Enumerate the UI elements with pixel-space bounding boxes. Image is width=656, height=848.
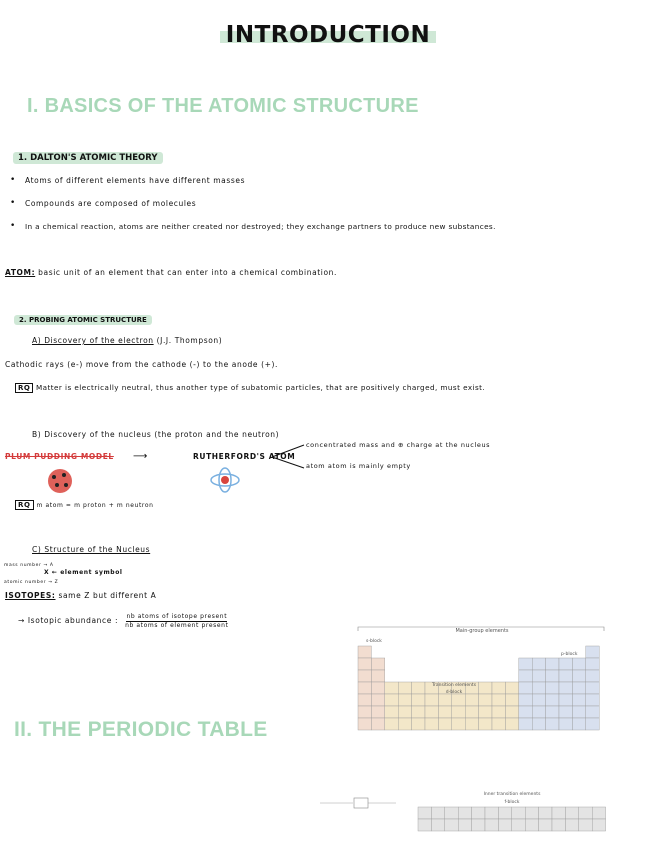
isotopic-abundance (18, 613, 229, 629)
periodic-table-cell (492, 682, 505, 694)
section-1-heading: I. BASICS OF THE ATOMIC STRUCTURE (27, 95, 419, 117)
periodic-table-cell (385, 718, 398, 730)
periodic-table-cell (519, 670, 532, 682)
periodic-table-cell (512, 807, 525, 819)
periodic-table-cell (371, 682, 384, 694)
periodic-table-cell (559, 706, 572, 718)
plum-pudding-label: PLUM PUDDING MODEL (5, 452, 114, 461)
periodic-table-cell (492, 706, 505, 718)
periodic-table-cell (546, 694, 559, 706)
periodic-table-cell (358, 718, 371, 730)
periodic-table-cell (358, 670, 371, 682)
periodic-table-cell (519, 658, 532, 670)
periodic-table-grid (358, 646, 606, 831)
periodic-table-cell (586, 670, 599, 682)
periodic-table-cell (445, 819, 458, 831)
transition-label: Transition elements (431, 683, 477, 688)
nucleus-heading: B) Discovery of the nucleus (the proton and the neutron) (32, 430, 280, 439)
periodic-table-cell (431, 807, 444, 819)
periodic-table-cell (452, 718, 465, 730)
periodic-table-cell (479, 682, 492, 694)
element-symbol-label: X ← element symbol (44, 569, 123, 576)
abundance-numerator: nb atoms of isotope present (126, 613, 228, 620)
periodic-table-cell (565, 807, 578, 819)
periodic-table-cell (546, 718, 559, 730)
periodic-table-cell (385, 682, 398, 694)
periodic-table-cell (465, 718, 478, 730)
periodic-table-cell (358, 646, 371, 658)
dalton-bullet-3: • In a chemical reaction, atoms are neither created nor destroyed; they exchange partners to produce new substances. (25, 222, 496, 231)
periodic-table-cell (358, 694, 371, 706)
periodic-table-cell (371, 670, 384, 682)
periodic-table-cell (438, 694, 451, 706)
plum-pudding-icon (42, 466, 78, 496)
dalton-bullet-2: • Compounds are composed of molecules (25, 199, 196, 208)
isotopes-text: same Z but different A (58, 591, 157, 600)
electron-heading: A) Discovery of the electron (32, 336, 154, 345)
periodic-table-cell (519, 706, 532, 718)
rq-badge: RQ (15, 383, 33, 393)
periodic-table-cell (559, 694, 572, 706)
periodic-table-cell (532, 706, 545, 718)
periodic-table-cell (519, 694, 532, 706)
periodic-table-cell (572, 670, 585, 682)
rutherford-branch-1: concentrated mass and ⊕ charge at the nucleus (306, 441, 491, 449)
abundance-denominator: nb atoms of element present (125, 622, 229, 629)
periodic-table-cell (532, 718, 545, 730)
remark-2 (15, 500, 154, 509)
periodic-table-cell (398, 682, 411, 694)
periodic-table-cell (431, 819, 444, 831)
periodic-table-cell (586, 718, 599, 730)
periodic-table-cell (412, 718, 425, 730)
periodic-table-cell (572, 706, 585, 718)
periodic-table-cell (546, 670, 559, 682)
periodic-table-cell (358, 658, 371, 670)
periodic-table-cell (559, 658, 572, 670)
remark-1 (15, 383, 485, 392)
periodic-table-cell (485, 807, 498, 819)
periodic-table-cell (445, 807, 458, 819)
periodic-table-cell (465, 694, 478, 706)
periodic-table-cell (572, 718, 585, 730)
periodic-table-cell (472, 807, 485, 819)
periodic-table-cell (438, 718, 451, 730)
periodic-table-cell (412, 706, 425, 718)
dalton-heading: 1. DALTON'S ATOMIC THEORY (13, 152, 163, 164)
rutherford-label: RUTHERFORD'S ATOM (193, 452, 296, 461)
periodic-table-cell (452, 694, 465, 706)
periodic-table-cell (572, 658, 585, 670)
periodic-table-cell (385, 694, 398, 706)
dalton-bullet-1: • Atoms of different elements have different masses (25, 176, 245, 185)
periodic-table-cell (532, 682, 545, 694)
periodic-table-cell (398, 706, 411, 718)
periodic-table-cell (586, 658, 599, 670)
periodic-table-cell (371, 694, 384, 706)
periodic-table-cell (492, 694, 505, 706)
periodic-table-cell (425, 706, 438, 718)
periodic-table-cell (546, 658, 559, 670)
title-text: INTRODUCTION (220, 22, 436, 48)
periodic-table-cell (586, 694, 599, 706)
periodic-table-cell (525, 807, 538, 819)
rq-badge-2: RQ (15, 500, 34, 510)
periodic-table-cell (572, 694, 585, 706)
isotopes-term: ISOTOPES: (5, 591, 56, 600)
rutherford-atom-icon (207, 466, 243, 494)
periodic-table-cell (505, 694, 518, 706)
main-group-label: Main-group elements (455, 628, 509, 634)
periodic-table-cell (552, 819, 565, 831)
cathodic-rays-text: Cathodic rays (e-) move from the cathode (-) to the anode (+). (5, 360, 279, 369)
periodic-table-cell (412, 682, 425, 694)
periodic-table-cell (505, 718, 518, 730)
periodic-table-cell (398, 694, 411, 706)
periodic-table-cell (559, 718, 572, 730)
periodic-table-cell (559, 670, 572, 682)
s-block-label: s-block (366, 639, 382, 644)
periodic-table-cell (358, 682, 371, 694)
mass-number-label: mass number → A (4, 563, 54, 568)
periodic-table-cell (552, 807, 565, 819)
periodic-table-cell (539, 819, 552, 831)
periodic-table-cell (505, 682, 518, 694)
periodic-table-cell (371, 658, 384, 670)
electron-credit: (J.J. Thompson) (156, 336, 223, 345)
periodic-table-cell (592, 819, 605, 831)
periodic-table-cell (559, 682, 572, 694)
periodic-table-cell (492, 718, 505, 730)
periodic-table-cell (425, 694, 438, 706)
periodic-table-cell (519, 718, 532, 730)
periodic-table-cell (398, 718, 411, 730)
p-block-label: p-block (561, 652, 578, 657)
periodic-table-cell (592, 807, 605, 819)
periodic-table-cell (479, 718, 492, 730)
periodic-table-cell (452, 706, 465, 718)
periodic-table-cell (519, 682, 532, 694)
periodic-table-cell (458, 819, 471, 831)
page-title (0, 22, 656, 48)
remark-1-text: Matter is electrically neutral, thus another type of subatomic particles, that are positively charged, must exist. (36, 383, 486, 392)
branch-brace-icon (270, 440, 310, 474)
periodic-table-cell (371, 718, 384, 730)
periodic-table-cell (458, 807, 471, 819)
periodic-table-cell (512, 819, 525, 831)
periodic-table-cell (425, 718, 438, 730)
f-block-label: f-block (504, 800, 520, 805)
inner-transition-label: Inner transition elements (483, 792, 541, 797)
periodic-table-cell (579, 807, 592, 819)
periodic-table-cell (565, 819, 578, 831)
periodic-table-cell (371, 706, 384, 718)
periodic-table-cell (479, 706, 492, 718)
periodic-table-cell (358, 706, 371, 718)
atom-definition (5, 268, 337, 277)
periodic-table-cell (546, 706, 559, 718)
probing-heading: 2. PROBING ATOMIC STRUCTURE (14, 315, 152, 325)
periodic-table-cell (385, 706, 398, 718)
atomic-number-label: atomic number → Z (4, 580, 59, 585)
periodic-table-cell (546, 682, 559, 694)
periodic-table-cell (418, 819, 431, 831)
periodic-table-cell (579, 819, 592, 831)
periodic-table-cell (412, 694, 425, 706)
periodic-table-cell (472, 819, 485, 831)
periodic-table-cell (572, 682, 585, 694)
periodic-table-cell (479, 694, 492, 706)
periodic-table-cell (438, 706, 451, 718)
periodic-table-figure (306, 622, 656, 848)
periodic-table-cell (485, 819, 498, 831)
periodic-table-cell (539, 807, 552, 819)
periodic-table-cell (532, 694, 545, 706)
periodic-table-cell (498, 807, 511, 819)
periodic-table-cell (586, 706, 599, 718)
isotopes-definition (5, 591, 156, 600)
atom-term: ATOM: (5, 268, 36, 277)
mass-equation: m atom = m proton + m neutron (36, 502, 154, 509)
electron-discovery (32, 336, 222, 345)
periodic-table-cell (418, 807, 431, 819)
periodic-table-cell (532, 658, 545, 670)
arrow-icon: ⟶ (133, 451, 148, 462)
periodic-table-cell (525, 819, 538, 831)
atom-definition-text: basic unit of an element that can enter into a chemical combination. (38, 268, 338, 277)
periodic-table-cell (505, 706, 518, 718)
section-2-heading: II. THE PERIODIC TABLE (14, 718, 268, 741)
periodic-table-cell (532, 670, 545, 682)
periodic-table-cell (586, 646, 599, 658)
periodic-table-cell (586, 682, 599, 694)
periodic-table-cell (465, 706, 478, 718)
abundance-label: → Isotopic abundance : (18, 616, 119, 625)
abundance-fraction (125, 613, 228, 629)
legend-key-icon (320, 798, 396, 808)
d-block-label: d-block (445, 690, 463, 695)
nucleus-structure-heading: C) Structure of the Nucleus (32, 545, 151, 554)
periodic-table-cell (498, 819, 511, 831)
rutherford-branch-2: atom atom is mainly empty (306, 462, 411, 470)
